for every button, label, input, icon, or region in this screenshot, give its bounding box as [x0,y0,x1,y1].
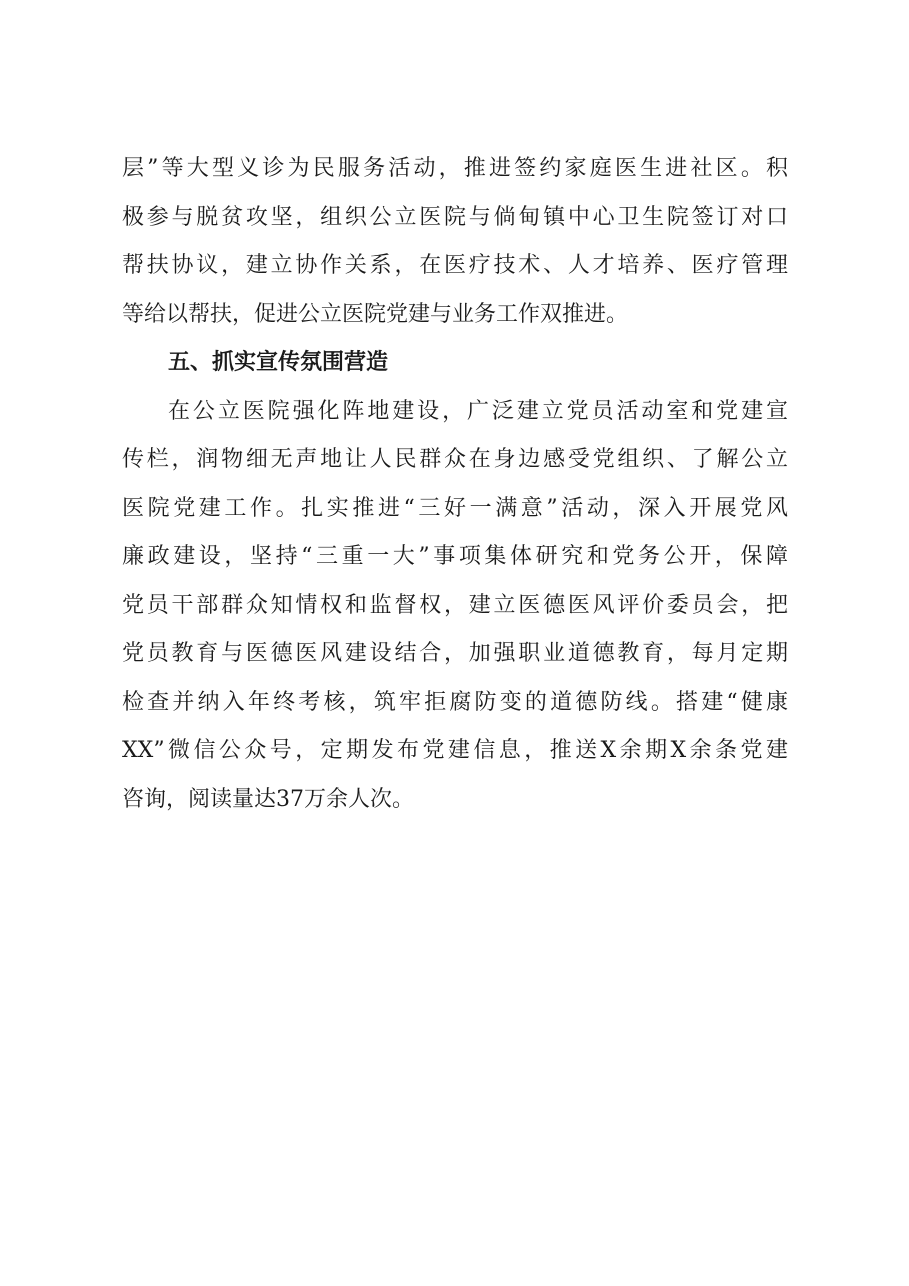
text-line: 等给以帮扶，促进公立医院党建与业务工作双推进。 [122,301,629,327]
text-line: 党员干部群众知情权和监督权，建立医德医风评价委员会，把 [122,592,788,618]
text-line: 廉政建设，坚持“三重一大”事项集体研究和党务公开，保障 [122,544,788,569]
text-line: 医院党建工作。扎实推进“三好一满意”活动，深入开展党风 [122,495,788,521]
document-body [122,145,788,824]
paragraph-publicity [122,388,788,825]
text-line: 帮扶协议，建立协作关系，在医疗技术、人才培养、医疗管理 [122,253,788,278]
text-line: 咨询，阅读量达37万余人次。 [122,786,414,812]
text-line: 层”等大型义诊为民服务活动，推进签约家庭医生进社区。积 [122,156,788,181]
text-line: 在公立医院强化阵地建设，广泛建立党员活动室和党建宣 [168,398,788,424]
section-heading: 五、抓实宣传氛围营造 [168,350,389,375]
text-line: 传栏，润物细无声地让人民群众在身边感受党组织、了解公立 [122,447,788,472]
text-line: 极参与脱贫攻坚，组织公立医院与倘甸镇中心卫生院签订对口 [122,204,788,230]
text-line: 党员教育与医德医风建设结合，加强职业道德教育，每月定期 [122,641,788,666]
paragraph-service-activities [122,145,788,339]
text-line: 检查并纳入年终考核，筑牢拒腐防变的道德防线。搭建“健康 [122,689,788,715]
text-line: XX”微信公众号，定期发布党建信息，推送X余期X余条党建 [122,738,788,763]
